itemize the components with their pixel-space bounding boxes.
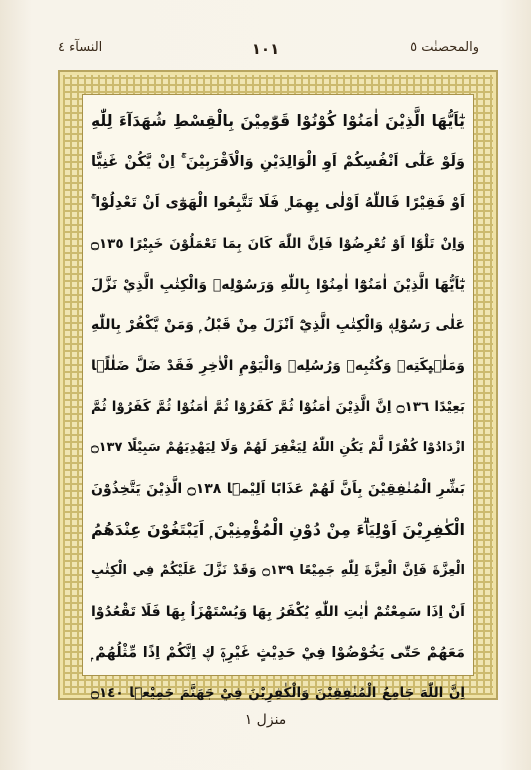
text-line: بَشِّرِ الْمُنٰفِقِيْنَ بِاَنَّ لَهُمْ عَذَابًا اَلِيْمَۨا ۝١٣٨ الَّذِيْنَ يَتَّخِذُوْنَ [91,481,465,498]
text-line: اَنْ اِذَا سَمِعْتُمْ اٰيٰتِ اللّٰهِ يُكْفَرُ بِهَا وَيُسْتَهْزَاُ بِهَا فَلَا تَقْعُدُوْا [91,603,465,620]
text-line: الْكٰفِرِيْنَ اَوْلِيَاۗءَ مِنْ دُوْنِ الْمُؤْمِنِيْنَ ۭ اَيَبْتَغُوْنَ عِنْدَهُمُ [91,519,465,539]
text-line: يٰٓاَيُّهَا الَّذِيْنَ اٰمَنُوْٓا اٰمِنُوْا بِاللّٰهِ وَرَسُوْلِهٖ وَالْكِتٰبِ الَّذِيْ نَزَّلَ [91,276,465,293]
text-line: بَعِيْدًا ۝١٣٦ اِنَّ الَّذِيْنَ اٰمَنُوْا ثُمَّ كَفَرُوْا ثُمَّ اٰمَنُوْا ثُمَّ كَفَرُوْا ثُمَّ [91,399,465,416]
text-line: وَلَوْ عَلٰٓى اَنْفُسِكُمْ اَوِ الْوَالِدَيْنِ وَالْاَقْرَبِيْنَ ۚ اِنْ يَّكُنْ غَنِيًّا [91,153,465,170]
text-line: اِنَّ اللّٰهَ جَامِعُ الْمُنٰفِقِيْنَ وَالْكٰفِرِيْنَ فِيْ جَهَنَّمَ جَمِيْعَۨا ۝١٤٠ [91,685,465,702]
text-line: وَاِنْ تَلْوٗٓا اَوْ تُعْرِضُوْا فَاِنَّ اللّٰهَ كَانَ بِمَا تَعْمَلُوْنَ خَبِيْرًا ۝١٣٥ [91,235,465,252]
text-line: ازْدَادُوْا كُفْرًا لَّمْ يَكُنِ اللّٰهُ لِيَغْفِرَ لَهُمْ وَلَا لِيَهْدِيَهُمْ سَبِيْلًا ۝١٣٧ [91,440,465,456]
text-line: الْعِزَّةَ فَاِنَّ الْعِزَّةَ لِلّٰهِ جَمِيْعًا ۝١٣٩ وَقَدْ نَزَّلَ عَلَيْكُمْ فِي الْكِتٰبِ [91,562,465,578]
text-line: مَعَهُمْ حَتّٰى يَخُوْضُوْا فِيْ حَدِيْثٍ غَيْرِهٖٓ ڮ اِنَّكُمْ اِذًا مِّثْلُهُمْ ۭ [91,644,465,661]
text-line: اَوْ فَقِيْرًا فَاللّٰهُ اَوْلٰى بِهِمَا ۣ فَلَا تَتَّبِعُوا الْهَوٰٓى اَنْ تَعْدِلُوْا ۚ [91,194,465,211]
text-line: يٰٓاَيُّهَا الَّذِيْنَ اٰمَنُوْا كُوْنُوْا قَوّٰمِيْنَ بِالْقِسْطِ شُهَدَآءَ لِلّٰهِ [91,112,465,130]
page-number: ١٠١ [251,40,280,58]
surah-name: النسآء ٤ [58,40,103,55]
text-line: وَمَلٰۗىِٕكَتِهٖ وَكُتُبِهٖ وَرُسُلِهٖ وَالْيَوْمِ الْاٰخِرِ فَقَدْ ضَلَّ ضَلٰلًۢا [91,358,465,375]
page-header [40,40,491,62]
decorative-border [58,70,498,700]
manzil-footer: منزل ١ [244,712,287,728]
juz-name: والمحصنٰت ٥ [410,40,479,55]
verse-text-block [91,101,465,702]
text-frame [82,94,474,702]
text-line: عَلٰى رَسُوْلِهٖ وَالْكِتٰبِ الَّذِيْٓ اَنْزَلَ مِنْ قَبْلُ ۭ وَمَنْ يَّكْفُرْ بِاللّٰهِ [91,317,465,334]
